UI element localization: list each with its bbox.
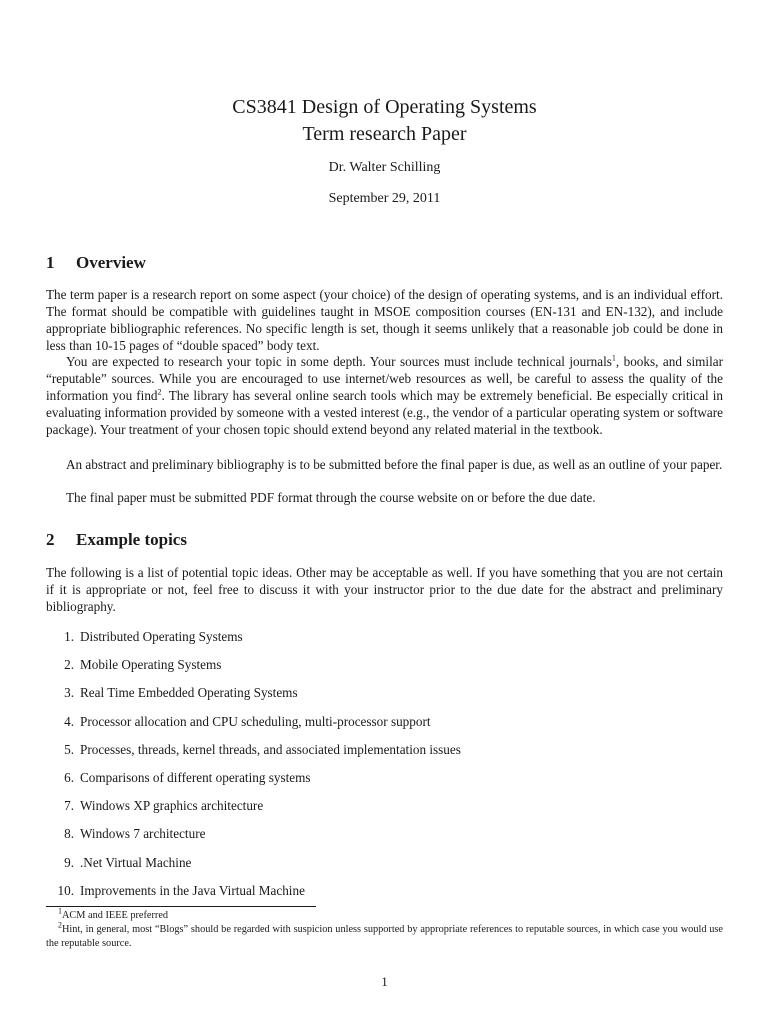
list-item bbox=[46, 684, 723, 712]
list-item-number: 6. bbox=[64, 769, 74, 785]
section-number: 1 bbox=[46, 253, 55, 272]
list-item-number: 4. bbox=[64, 713, 74, 729]
footnote-divider bbox=[46, 906, 316, 907]
list-item-number: 1. bbox=[64, 629, 74, 644]
topic-list bbox=[46, 628, 723, 910]
topics-intro-paragraph: The following is a list of potential topic ideas. Other may be acceptable as well. If you have something that you are not certain if it is appropriate or not, feel free to discuss it with your instructor prior to the due date for the abstract and preliminary bibliography. bbox=[46, 565, 723, 614]
list-item bbox=[46, 825, 723, 853]
list-item-text: Processes, threads, kernel threads, and associated implementation issues bbox=[80, 741, 461, 757]
list-item-number: 2. bbox=[64, 657, 74, 673]
footnote-ref[interactable]: 2 bbox=[157, 387, 162, 397]
paragraph-text: You are expected to research your topic in some depth. Your sources must include technical journals bbox=[66, 354, 612, 369]
list-item-number: 5. bbox=[64, 741, 74, 757]
document-date: September 29, 2011 bbox=[328, 191, 441, 206]
footnote-mark: 2 bbox=[58, 920, 62, 930]
list-item bbox=[46, 769, 723, 797]
list-item-text: .Net Virtual Machine bbox=[80, 854, 192, 870]
footnote-mark: 1 bbox=[58, 906, 62, 916]
list-item-number: 7. bbox=[64, 798, 74, 814]
document-page bbox=[46, 0, 723, 1024]
list-item-text: Comparisons of different operating systems bbox=[80, 769, 311, 785]
footnote-ref[interactable]: 1 bbox=[611, 353, 616, 363]
list-item-text: Windows 7 architecture bbox=[80, 826, 206, 842]
list-item-text: Mobile Operating Systems bbox=[80, 657, 222, 673]
section-heading-overview bbox=[46, 252, 146, 274]
overview-paragraph-1: The term paper is a research report on some aspect (your choice) of the design of operating systems, and is an individual effort. The format should be compatible with guidelines taught in MSOE composition courses (EN-131 and EN-132), and include appropriate bibliographic references. No specific length is set, though it seems unlikely that a reasonable job could be done in less than 10-15 pages of “double spaced” body text. bbox=[46, 287, 723, 353]
section-number: 2 bbox=[46, 530, 55, 549]
overview-paragraph-3: An abstract and preliminary bibliography is to be submitted before the final paper is due, as well as an outline of your paper. bbox=[66, 457, 723, 472]
list-item bbox=[46, 656, 723, 684]
list-item bbox=[46, 854, 723, 882]
title-block bbox=[46, 94, 723, 208]
paragraph-text: . The library has several online search tools which may be extremely beneficial. Be especially critical in evaluating information provided by someone with a vested interest (e.g., the vendor of a particular operating system or software package). Your treatment of your chosen topic should extend beyond any related material in the textbook. bbox=[46, 388, 723, 437]
page-number: 1 bbox=[381, 974, 388, 989]
section-title: Overview bbox=[76, 253, 146, 272]
list-item-number: 3. bbox=[64, 685, 74, 701]
footnote-text: Hint, in general, most “Blogs” should be regarded with suspicion unless supported by appropriate references to reputable sources, in which case you would use the reputable source. bbox=[46, 924, 723, 949]
document-title: CS3841 Design of Operating Systems bbox=[232, 96, 537, 118]
overview-paragraph-4: The final paper must be submitted PDF format through the course website on or before the due date. bbox=[66, 490, 596, 505]
overview-paragraph-2 bbox=[46, 353, 723, 438]
footnote-1 bbox=[46, 906, 723, 923]
list-item-text: Processor allocation and CPU scheduling, multi-processor support bbox=[80, 713, 431, 729]
section-title: Example topics bbox=[76, 530, 187, 549]
list-item-text: Real Time Embedded Operating Systems bbox=[80, 685, 298, 701]
list-item-number: 10. bbox=[57, 882, 74, 898]
section-heading-example-topics bbox=[46, 529, 187, 551]
footnote-2 bbox=[46, 920, 723, 951]
list-item-text: Improvements in the Java Virtual Machine bbox=[80, 882, 305, 898]
author: Dr. Walter Schilling bbox=[328, 160, 441, 175]
list-item-text: Windows XP graphics architecture bbox=[80, 798, 264, 814]
list-item-number: 8. bbox=[64, 826, 74, 842]
list-item bbox=[46, 628, 723, 656]
list-item-number: 9. bbox=[64, 854, 74, 870]
list-item bbox=[46, 741, 723, 769]
footnotes bbox=[46, 906, 723, 951]
paragraph-text: , books, and similar “reputable” sources. While you are encouraged to use internet/web resources as well, be careful to assess the quality of the information you find bbox=[46, 354, 723, 403]
list-item bbox=[46, 713, 723, 741]
list-item-text: Distributed Operating Systems bbox=[80, 629, 243, 644]
document-subtitle: Term research Paper bbox=[302, 123, 467, 145]
list-item bbox=[46, 797, 723, 825]
footnote-text: ACM and IEEE preferred bbox=[62, 910, 169, 921]
